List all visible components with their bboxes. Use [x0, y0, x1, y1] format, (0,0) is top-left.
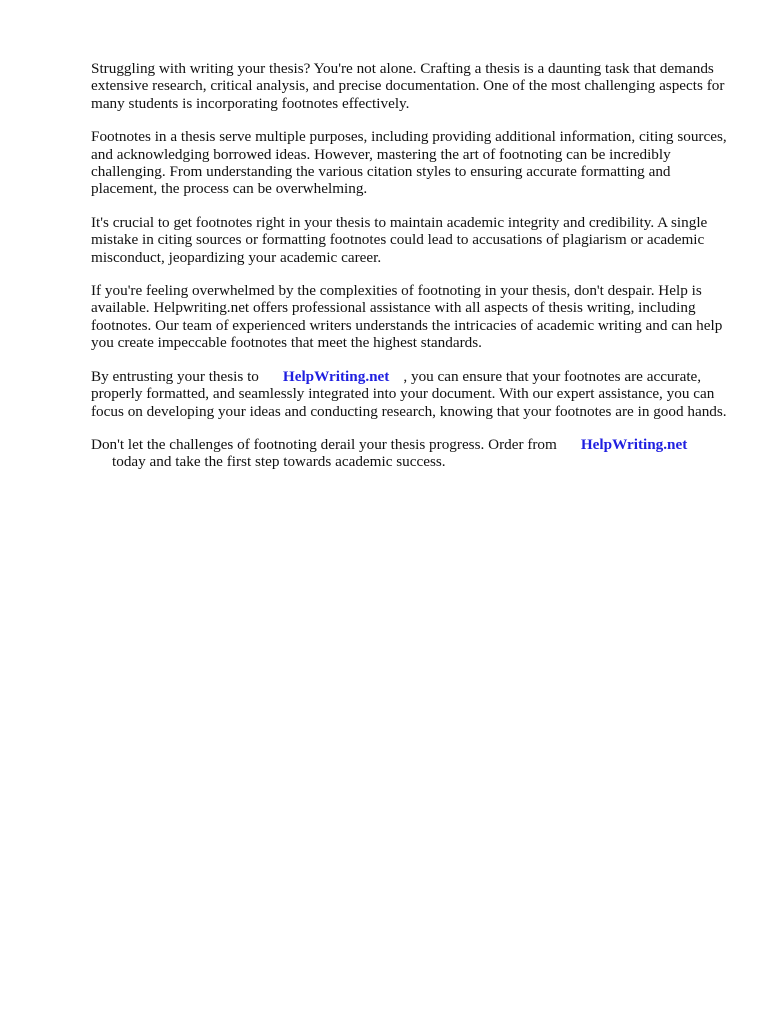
paragraph-order — [91, 436, 727, 471]
entrusting-text-after: , you can ensure that your footnotes are accurate, properly formatted, and seamlessly integrated into your document. With our expert assistance, you can focus on developing your ideas and conducting research, knowing that your footnotes are in good hands. — [91, 367, 727, 420]
paragraph-help-available: If you're feeling overwhelmed by the complexities of footnoting in your thesis, don't despair. Help is available. Helpwriting.net offers professional assistance with all aspects of thesis writing, including footnotes. Our team of experienced writers understands the intricacies of academic writing and can help you create impeccable footnotes that meet the highest standards. — [91, 282, 723, 352]
paragraph-integrity: It's crucial to get footnotes right in your thesis to maintain academic integrity and credibility. A single mistake in citing sources or formatting footnotes could lead to accusations of plagiarism or academic misconduct, jeopardizing your academic career. — [91, 213, 708, 266]
helpwriting-link[interactable]: HelpWriting.net — [282, 367, 390, 385]
document-body — [91, 60, 727, 487]
paragraph-purposes: Footnotes in a thesis serve multiple purposes, including providing additional information, citing sources, and acknowledging borrowed ideas. However, mastering the art of footnoting can be incredibly challenging. From understanding the various citation styles to ensuring accurate formatting and placement, the process can be overwhelming. — [91, 128, 727, 198]
paragraph-entrusting — [91, 368, 727, 420]
helpwriting-order-link[interactable]: HelpWriting.net — [580, 435, 688, 453]
paragraph-intro: Struggling with writing your thesis? You're not alone. Crafting a thesis is a daunting task that demands extensive research, critical analysis, and precise documentation. One of the most challenging aspects for many students is incorporating footnotes effectively. — [91, 60, 725, 112]
order-text-after: today and take the first step towards academic success. — [112, 453, 446, 471]
order-text-before: Don't let the challenges of footnoting derail your thesis progress. Order from — [91, 435, 557, 453]
entrusting-text-before: By entrusting your thesis to — [91, 367, 259, 385]
